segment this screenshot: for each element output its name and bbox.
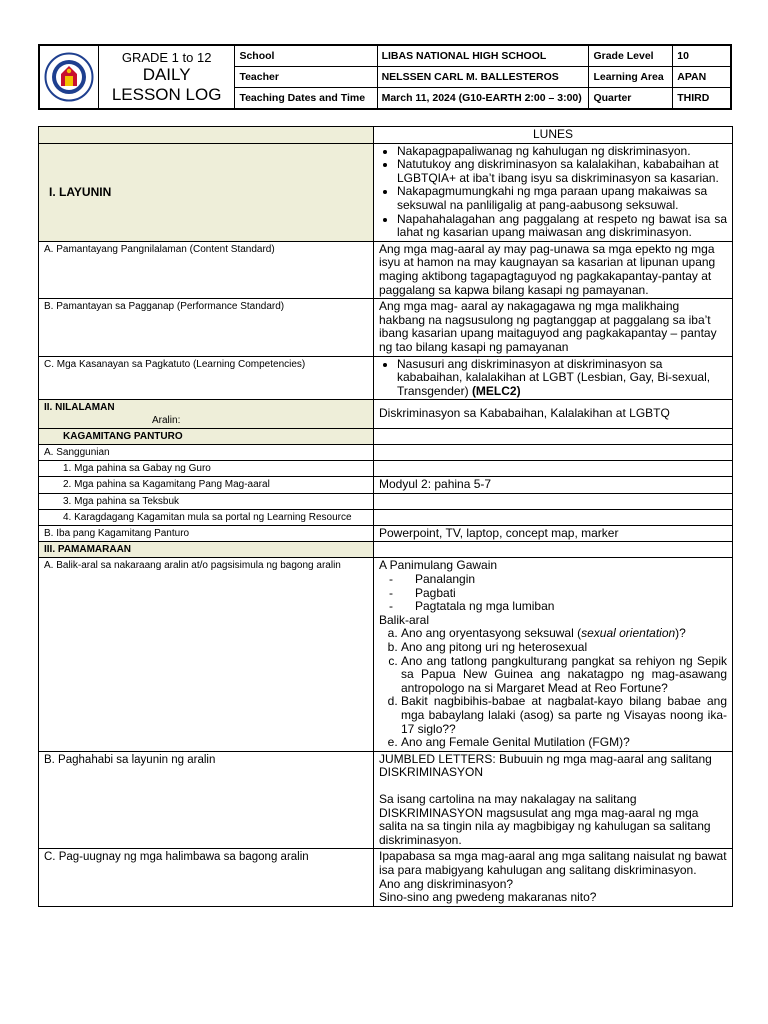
paghahabi-cell xyxy=(374,751,733,849)
empty-cell xyxy=(374,542,733,558)
iba-pang-label: B. Iba pang Kagamitang Panturo xyxy=(39,525,374,542)
panimulang-heading: A Panimulang Gawain xyxy=(379,558,498,573)
pag-uugnay-label: C. Pag-uugnay ng mga halimbawa sa bagong aralin xyxy=(39,849,374,906)
performance-standard-label: B. Pamantayan sa Pagganap (Performance Standard) xyxy=(39,299,374,356)
question-text: Bakit nagbibihis-babae at nagbalat-kayo bilang babae ang mga babaylang lalaki (asog) sa parte ng Visayas noong ika-17 siglo?? xyxy=(401,694,727,736)
sanggunian-item-row xyxy=(39,493,733,509)
info-value: NELSSEN CARL M. BALLESTEROS xyxy=(377,67,589,88)
pag-uugnay-p2: Ano ang diskriminasyon? xyxy=(379,876,514,891)
info-value: 10 xyxy=(673,46,730,67)
list-item: - Pagbati xyxy=(389,585,456,600)
paghahabi-label: B. Paghahabi sa layunin ng aralin xyxy=(39,751,374,849)
info-label: Teaching Dates and Time xyxy=(235,88,377,109)
sanggunian-item-value xyxy=(374,509,733,525)
logo-cell xyxy=(40,46,99,108)
competency-text: Nasusuri ang diskriminasyon at diskriminasyon sa kababaihan, kalalakihan at LGBT (Lesbian, Gay, Bi-sexual, Transgender) xyxy=(397,356,711,398)
info-value: THIRD xyxy=(673,88,730,109)
header xyxy=(38,44,732,110)
sanggunian-item-value xyxy=(374,461,733,477)
sanggunian-item-value: Modyul 2: pahina 5-7 xyxy=(374,477,733,494)
sanggunian-item-row xyxy=(39,509,733,525)
iba-pang-row xyxy=(39,525,733,542)
list-item: - Panalangin xyxy=(389,572,476,587)
performance-standard-value: Ang mga mag- aaral ay nakagagawa ng mga malikhaing hakbang na nagsusulong ng pagtanggap at paggalang sa iba’t ibang kasarian upang maitaguyod ang pagkakapantay – pantay ng tao bilang kasapi ng pamayanan xyxy=(374,299,733,356)
paghahabi-row xyxy=(39,751,733,849)
question-text: Ano ang oryentasyong seksuwal ( xyxy=(401,626,582,641)
competencies-list xyxy=(379,358,727,399)
info-label: Teacher xyxy=(235,67,377,88)
list-item: • Natutukoy ang diskriminasyon sa kalalakihan, kababaihan at LGBTQIA+ at iba’t ibang isyu sa diskriminasyon sa kasarian. xyxy=(397,158,727,185)
competencies-label: C. Mga Kasanayan sa Pagkatuto (Learning Competencies) xyxy=(39,356,374,400)
empty-cell xyxy=(39,127,374,144)
list-item: • Nakapagmumungkahi ng mga paraan upang makaiwas sa seksuwal na panliligalig at pang-aabusong seksuwal. xyxy=(397,185,727,212)
list-item xyxy=(397,358,727,399)
question-text-end: )? xyxy=(675,626,686,641)
pag-uugnay-p1: Ipapabasa sa mga mag-aaral ang mga salitang naisulat ng bawat isa para mabigyang kahulugan ang salitang diskriminasyon. xyxy=(379,849,727,877)
empty-cell xyxy=(374,445,733,461)
info-row-dates xyxy=(235,88,730,109)
competencies-cell xyxy=(374,356,733,400)
info-table xyxy=(235,46,730,108)
pamamaraan-label: III. PAMAMARAAN xyxy=(39,542,374,558)
title-lesson-log: LESSON LOG xyxy=(111,84,222,104)
sanggunian-label: A. Sanggunian xyxy=(39,445,374,461)
paghahabi-p2: Sa isang cartolina na may nakalagay na salitang DISKRIMINASYON magsusulat ang mga mag-aaral ng mga salita na sa tingin nila ay magbibigay ng kahulugan sa salitang diskriminasyon. xyxy=(379,791,711,847)
sanggunian-item-label: 1. Mga pahina sa Gabay ng Guro xyxy=(39,461,374,477)
list-item xyxy=(401,655,727,696)
balik-aral-row xyxy=(39,558,733,751)
info-label: School xyxy=(235,46,377,67)
sanggunian-item-value xyxy=(374,493,733,509)
content-standard-value: Ang mga mag-aaral ay may pag-unawa sa mga epekto ng mga isyu at hamon na may kaugnayan sa kasarian at lipunan upang maging aktibong tagapagtaguyod ng pagkakapantay-pantay at paggalang sa kapwa bilang kasapi ng pamayanan. xyxy=(374,241,733,298)
balik-aral-label: A. Balik-aral sa nakaraang aralin at/o pagsisimula ng bagong aralin xyxy=(39,558,374,751)
activity-text: Pagbati xyxy=(415,585,456,600)
kagamitan-row xyxy=(39,429,733,445)
nilalaman-label-cell xyxy=(39,400,374,429)
title-cell xyxy=(99,46,236,108)
empty-cell xyxy=(374,429,733,445)
balik-aral-cell xyxy=(374,558,733,751)
info-label: Grade Level xyxy=(589,46,673,67)
kagamitan-label: KAGAMITANG PANTURO xyxy=(39,429,374,445)
list-item xyxy=(401,641,727,655)
question-text: Ano ang Female Genital Mutilation (FGM)? xyxy=(401,735,630,750)
day-header: LUNES xyxy=(374,127,733,144)
sanggunian-item-row xyxy=(39,477,733,494)
nilalaman-label: II. NILALAMAN xyxy=(44,402,115,414)
list-item: - Pagtatala ng mga lumiban xyxy=(389,599,555,614)
list-item xyxy=(401,736,727,750)
info-row-teacher xyxy=(235,67,730,88)
aralin-label: Aralin: xyxy=(152,415,181,427)
grade-range: GRADE 1 to 12 xyxy=(121,49,212,65)
deped-seal-icon xyxy=(44,52,94,102)
list-item: • Nakapagpapaliwanag ng kahulugan ng diskriminasyon. xyxy=(397,145,727,159)
balik-aral-subheading: Balik-aral xyxy=(379,612,430,627)
list-item xyxy=(401,695,727,736)
sanggunian-item-label: 3. Mga pahina sa Teksbuk xyxy=(39,493,374,509)
content-standard-row xyxy=(39,241,733,298)
question-emphasis: sexual orientation xyxy=(581,626,676,641)
layunin-list-cell xyxy=(374,143,733,241)
layunin-row xyxy=(39,143,733,241)
pag-uugnay-p3: Sino-sino ang pwedeng makaranas nito? xyxy=(379,890,597,905)
questions-list xyxy=(379,627,727,749)
sanggunian-item-label: 4. Karagdagang Kagamitan mula sa portal ng Learning Resource xyxy=(39,509,374,525)
nilalaman-value: Diskriminasyon sa Kababaihan, Kalalakihan at LGBTQ xyxy=(374,400,733,429)
question-text: Ano ang pitong uri ng heterosexual xyxy=(401,640,588,655)
question-text: Ano ang tatlong pangkulturang pangkat sa rehiyon ng Sepik sa Papua New Guinea ang nakatagpo ng mag-asawang antropologo na si Margaret Mead at Reo Fortune? xyxy=(401,653,727,695)
info-label: Learning Area xyxy=(589,67,673,88)
info-label: Quarter xyxy=(589,88,673,109)
sanggunian-item-label: 2. Mga pahina sa Kagamitang Pang Mag-aaral xyxy=(39,477,374,494)
paghahabi-p1: JUMBLED LETTERS: Bubuuin ng mga mag-aaral ang salitang DISKRIMINASYON xyxy=(379,751,712,780)
content-standard-label: A. Pamantayang Pangnilalaman (Content Standard) xyxy=(39,241,374,298)
activity-text: Panalangin xyxy=(415,572,476,587)
info-value: March 11, 2024 (G10-EARTH 2:00 – 3:00) xyxy=(377,88,589,109)
list-item: • Napahahalagahan ang paggalang at respeto ng bawat isa sa lahat ng kasarian upang maiwasan ang diskriminasyon. xyxy=(397,213,727,240)
sanggunian-item-row xyxy=(39,461,733,477)
day-header-row xyxy=(39,127,733,144)
performance-standard-row xyxy=(39,299,733,356)
iba-pang-value: Powerpoint, TV, laptop, concept map, marker xyxy=(374,525,733,542)
activities-list xyxy=(379,573,727,614)
layunin-list xyxy=(379,145,727,240)
nilalaman-row xyxy=(39,400,733,429)
pamamaraan-row xyxy=(39,542,733,558)
pag-uugnay-row xyxy=(39,849,733,906)
layunin-label: I. LAYUNIN xyxy=(39,143,374,241)
activity-text: Pagtatala ng mga lumiban xyxy=(415,599,555,614)
list-item xyxy=(401,627,727,641)
pag-uugnay-cell xyxy=(374,849,733,906)
melc-code: (MELC2) xyxy=(471,383,521,398)
sanggunian-row xyxy=(39,445,733,461)
competencies-row xyxy=(39,356,733,400)
title-daily: DAILY xyxy=(142,64,191,84)
info-value: APAN xyxy=(673,67,730,88)
lesson-table xyxy=(38,126,733,907)
info-row-school xyxy=(235,46,730,67)
info-value: LIBAS NATIONAL HIGH SCHOOL xyxy=(377,46,589,67)
